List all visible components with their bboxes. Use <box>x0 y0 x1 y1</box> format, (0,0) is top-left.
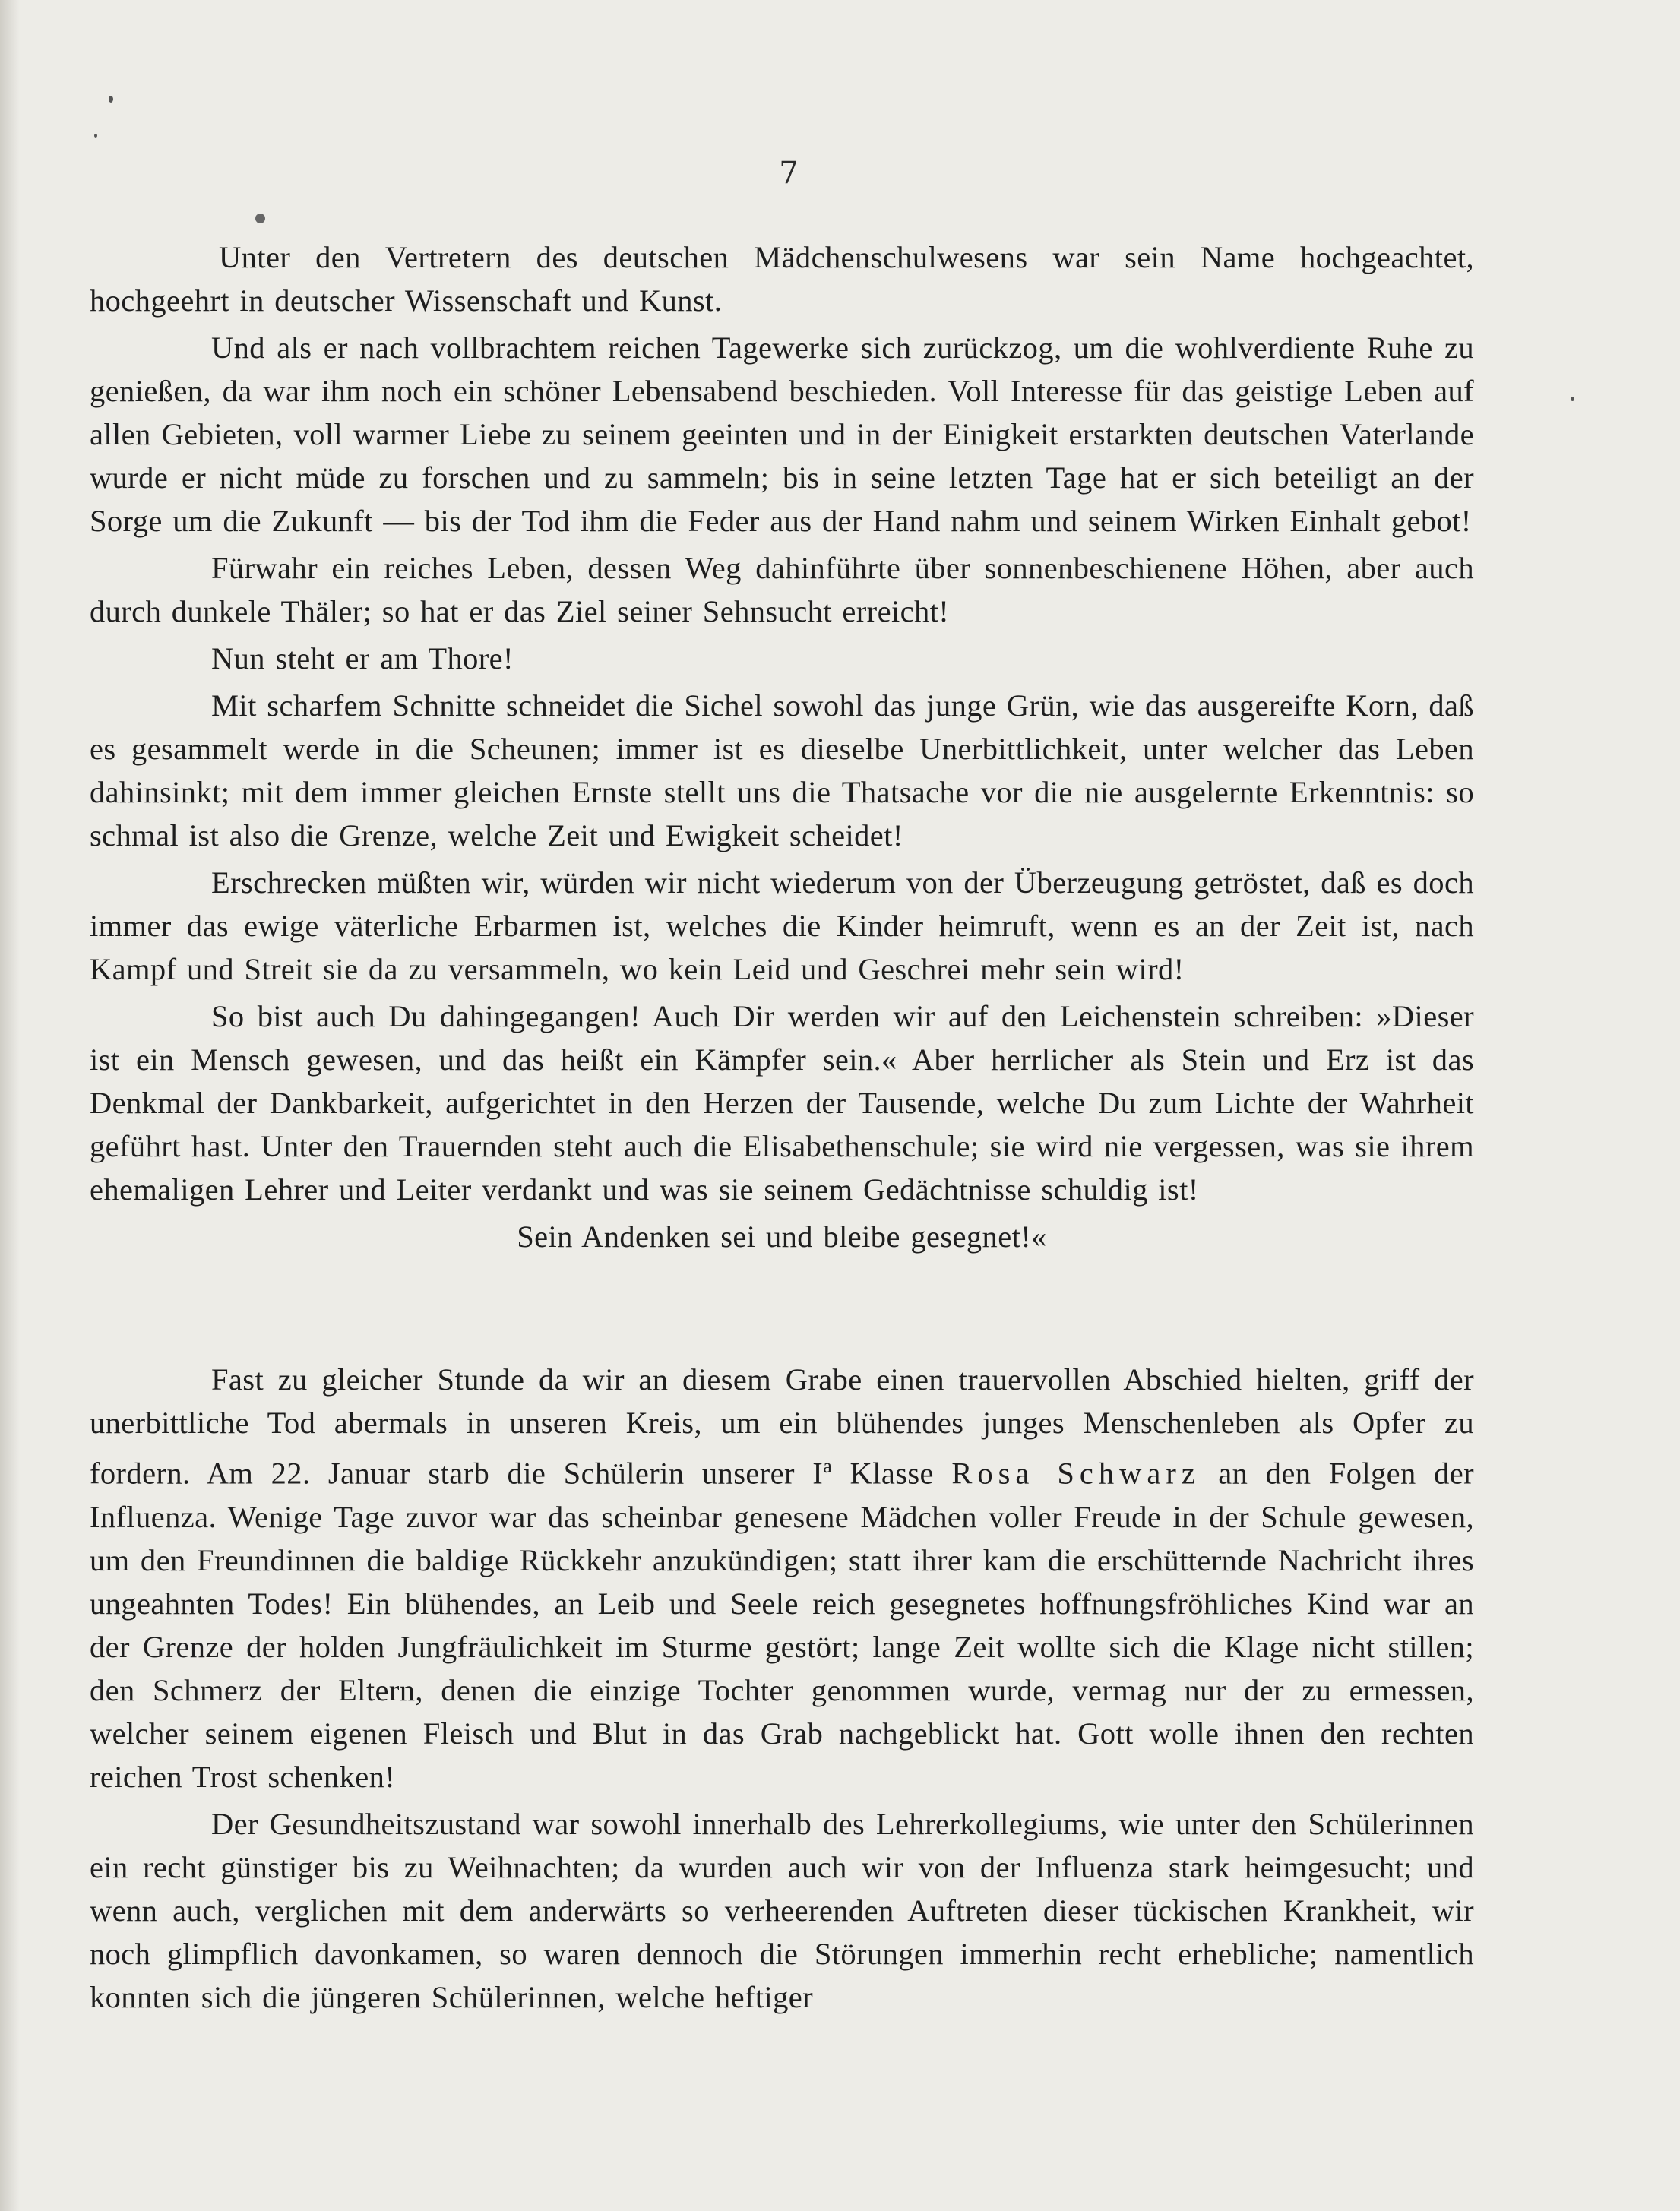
text-section-2 <box>90 1358 1474 2019</box>
class-superscript: a <box>823 1455 833 1477</box>
paragraph: Und als er nach vollbrachtem reichen Tagewerke sich zurückzog, um die wohlverdiente Ruhe zu genießen, da war ihm noch ein schöner Lebensabend beschieden. Voll Interesse für das geistige Leben auf allen Gebieten, voll warmer Liebe zu seinem geeinten und in der Einigkeit erstarkten deutschen Vaterlande wurde er nicht müde zu forschen und zu sammeln; bis in seine letzten Tage hat er sich beteiligt an der Sorge um die Zukunft — bis der Tod ihm die Feder aus der Hand nahm und seinem Wirken Einhalt gebot! <box>90 331 1474 538</box>
paragraph: Mit scharfem Schnitte schneidet die Sichel sowohl das junge Grün, wie das ausgereifte Korn, daß es gesammelt werde in die Scheunen; immer ist es dieselbe Unerbittlichkeit, unter welcher das Leben dahinsinkt; mit dem immer gleichen Ernste stellt uns die Thatsache vor die nie ausgelernte Erkenntnis: so schmal ist also die Grenze, welche Zeit und Ewigkeit scheidet! <box>90 688 1474 852</box>
paragraph: Unter den Vertretern des deutschen Mädchenschulwesens war sein Name hochgeachtet, hochgeehrt in deutscher Wissenschaft und Kunst. <box>90 240 1474 318</box>
student-name: Rosa Schwarz <box>951 1456 1201 1491</box>
paragraph: Der Gesundheitszustand war sowohl innerhalb des Lehrerkollegiums, wie unter den Schülerinnen ein recht günstiger bis zu Weihnachten; da wurden auch wir von der Influenza stark heimgesucht; und wenn auch, verglichen mit dem anderwärts so verheerenden Auftreten dieser tückischen Krankheit, wir noch glimpflich davonkamen, so waren dennoch die Störungen immerhin recht erhebliche; namentlich konnten sich die jüngeren Schülerinnen, welche heftiger <box>90 1806 1474 2014</box>
paragraph-text: Fast zu gleicher Stunde da wir an diesem Grabe einen trauervollen Abschied hielten, griff der unerbittliche Tod abermals in unseren Kreis, um ein blühendes junges Menschenleben als Opfer zu fordern. Am 22. Januar starb die Schülerin unserer I <box>90 1362 1474 1491</box>
ink-speck <box>109 96 113 103</box>
paragraph <box>90 1358 1474 1798</box>
paragraph: Fürwahr ein reiches Leben, dessen Weg dahinführte über sonnenbeschienene Höhen, aber auch durch dunkele Thäler; so hat er das Ziel seiner Sehnsucht erreicht! <box>90 551 1474 628</box>
paragraph: So bist auch Du dahingegangen! Auch Dir werden wir auf den Leichenstein schreiben: »Dieser ist ein Mensch gewesen, und das heißt ein Kämpfer sein.« Aber herrlicher als Stein und Erz ist das Denkmal der Dankbarkeit, aufgerichtet in den Herzen der Tausende, welche Du zum Lichte der Wahrheit geführt hast. Unter den Trauernden steht auch die Elisabethenschule; sie wird nie vergessen, was sie ihrem ehemaligen Lehrer und Leiter verdankt und was sie seinem Gedächtnisse schuldig ist! <box>90 999 1474 1207</box>
text-section-1 <box>90 236 1474 1258</box>
paragraph: Erschrecken müßten wir, würden wir nicht wiederum von der Überzeugung getröstet, daß es doch immer das ewige väterliche Erbarmen ist, welches die Kinder heimruft, wenn es an der Zeit ist, nach Kampf und Streit sie da zu versammeln, wo kein Leid und Geschrei mehr sein wird! <box>90 865 1474 986</box>
closing-line: Sein Andenken sei und bleibe gesegnet!« <box>517 1219 1047 1254</box>
paragraph-text: an den Folgen der Influenza. Wenige Tage zuvor war das scheinbar genesene Mädchen voller Freude in der Schule gewesen, um den Freundinnen die baldige Rückkehr anzukündigen; statt ihrer kam die erschütternde Nachricht ihres ungeahnten Todes! Ein blühendes, an Leib und Seele reich gesegnetes hoffnungsfröhliches Kind war an der Grenze der holden Jungfräulichkeit im Sturme gestört; lange Zeit wollte sich die Klage nicht stillen; den Schmerz der Eltern, denen die einzige Tochter genommen wurde, vermag nur der zu ermessen, welcher seinem eigenen Fleisch und Blut in das Grab nachgeblickt hat. Gott wolle ihnen den rechten reichen Trost schenken! <box>90 1456 1474 1794</box>
ink-speck <box>255 214 265 223</box>
paragraph-text: Klasse <box>832 1456 952 1491</box>
ink-speck <box>1571 397 1574 401</box>
page-number: 7 <box>779 156 799 191</box>
paragraph: Nun steht er am Thore! <box>211 641 514 675</box>
ink-speck <box>94 134 97 138</box>
